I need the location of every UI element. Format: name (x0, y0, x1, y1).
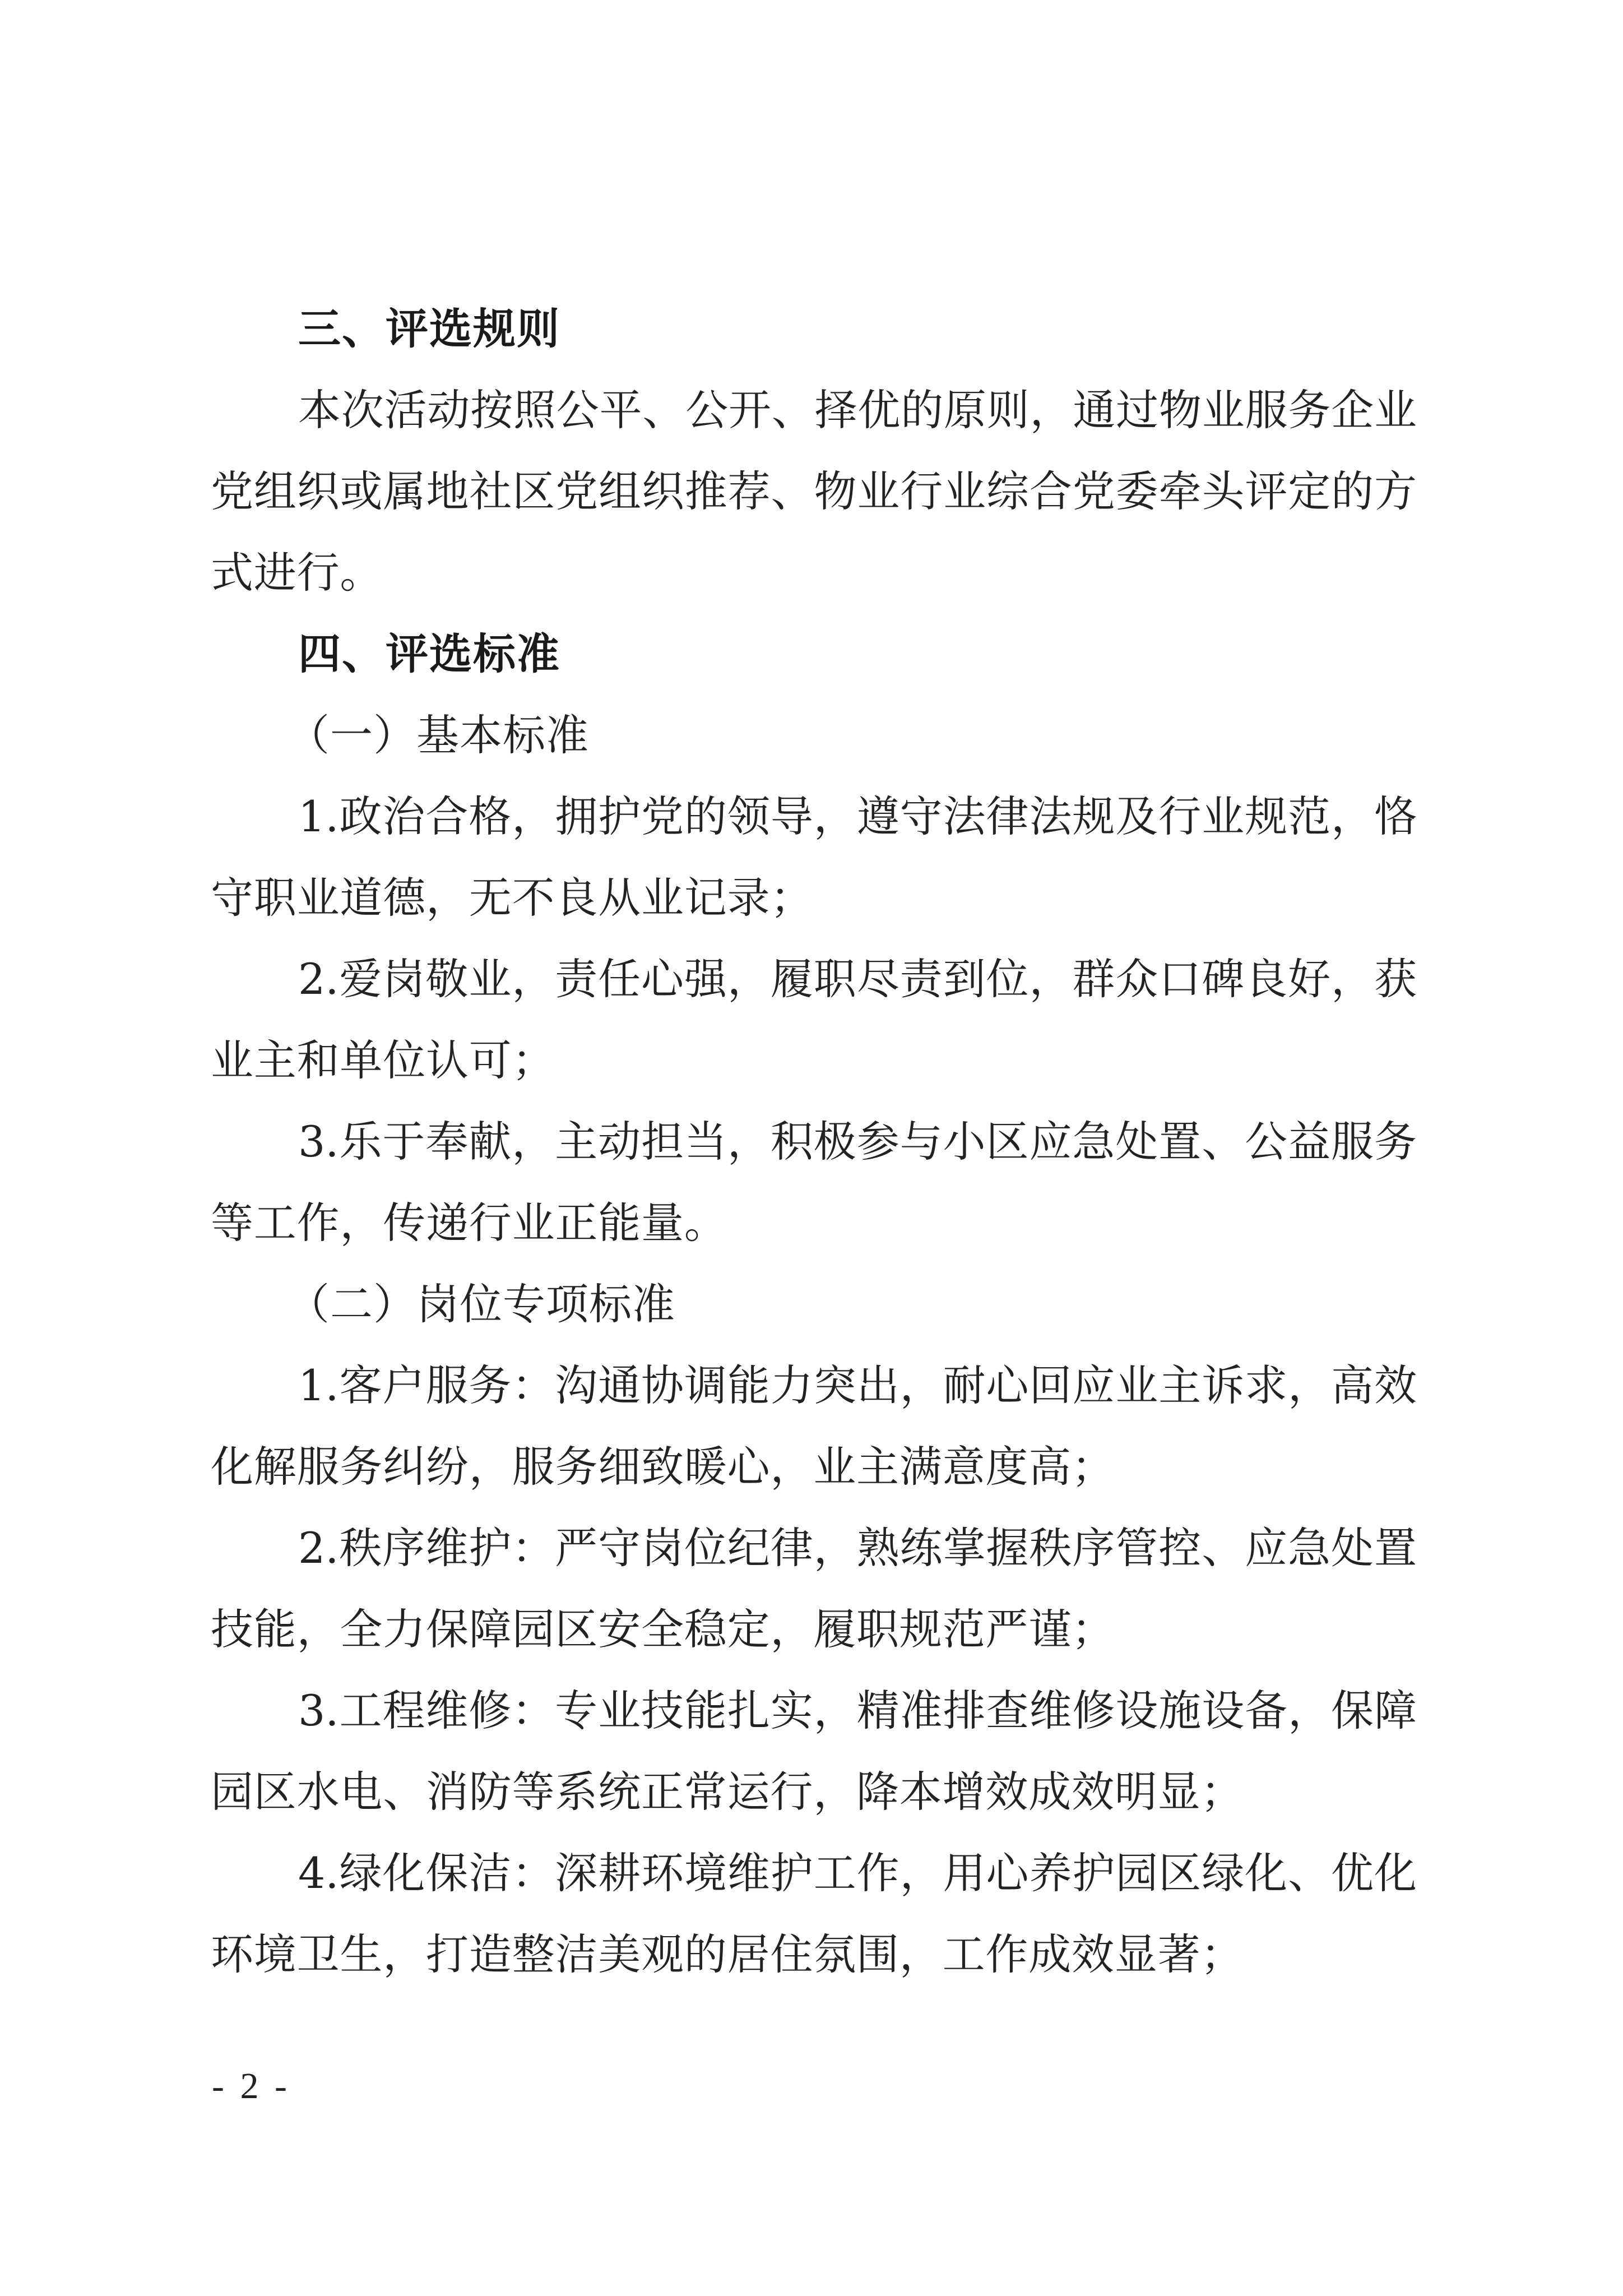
paragraph-line: 园区水电、消防等系统正常运行，降本增效成效明显； (211, 1767, 1244, 1817)
paragraph-line: 4.绿化保洁：深耕环境维护工作，用心养护园区绿化、优化 (298, 1848, 1417, 1898)
paragraph-line: 守职业道德，无不良从业记录； (211, 873, 814, 923)
paragraph-line: 式进行。 (211, 548, 383, 598)
paragraph-line: 3.工程维修：专业技能扎实，精准排查维修设施设备，保障 (298, 1686, 1417, 1735)
section-heading-evaluation-criteria: 四、评选标准 (298, 629, 560, 679)
position-item-customer-service (211, 1345, 1417, 1507)
paragraph-evaluation-rules (211, 369, 1417, 613)
subsection-heading-basic-criteria: （一）基本标准 (287, 710, 589, 760)
paragraph-line: 1.客户服务：沟通协调能力突出，耐心回应业主诉求，高效 (298, 1360, 1417, 1410)
position-item-greening-cleaning (211, 1832, 1417, 1995)
page-number: - 2 - (212, 2066, 290, 2107)
document-body (211, 288, 1417, 1995)
paragraph-line: 等工作，传递行业正能量。 (211, 1198, 727, 1248)
paragraph-line: 2.爱岗敬业，责任心强，履职尽责到位，群众口碑良好，获 (298, 954, 1417, 1004)
paragraph-line: 本次活动按照公平、公开、择优的原则，通过物业服务企业 (298, 385, 1417, 435)
paragraph-line: 技能，全力保障园区安全稳定，履职规范严谨； (211, 1604, 1115, 1654)
subsection-heading-position-criteria: （二）岗位专项标准 (287, 1279, 675, 1329)
criteria-item-3 (211, 1101, 1417, 1263)
section-heading-evaluation-rules: 三、评选规则 (298, 304, 560, 354)
paragraph-line: 环境卫生，打造整洁美观的居住氛围，工作成效显著； (211, 1929, 1244, 1979)
paragraph-line: 1.政治合格，拥护党的领导，遵守法律法规及行业规范，恪 (298, 791, 1417, 841)
position-item-engineering-repair (211, 1670, 1417, 1832)
position-item-order-maintenance (211, 1507, 1417, 1670)
paragraph-line: 党组织或属地社区党组织推荐、物业行业综合党委牵头评定的方 (211, 466, 1417, 516)
criteria-item-2 (211, 938, 1417, 1101)
paragraph-line: 3.乐于奉献，主动担当，积极参与小区应急处置、公益服务 (298, 1117, 1417, 1166)
criteria-item-1 (211, 776, 1417, 938)
paragraph-line: 2.秩序维护：严守岗位纪律，熟练掌握秩序管控、应急处置 (298, 1523, 1417, 1573)
paragraph-line: 业主和单位认可； (211, 1035, 555, 1085)
paragraph-line: 化解服务纠纷，服务细致暖心，业主满意度高； (211, 1442, 1115, 1492)
